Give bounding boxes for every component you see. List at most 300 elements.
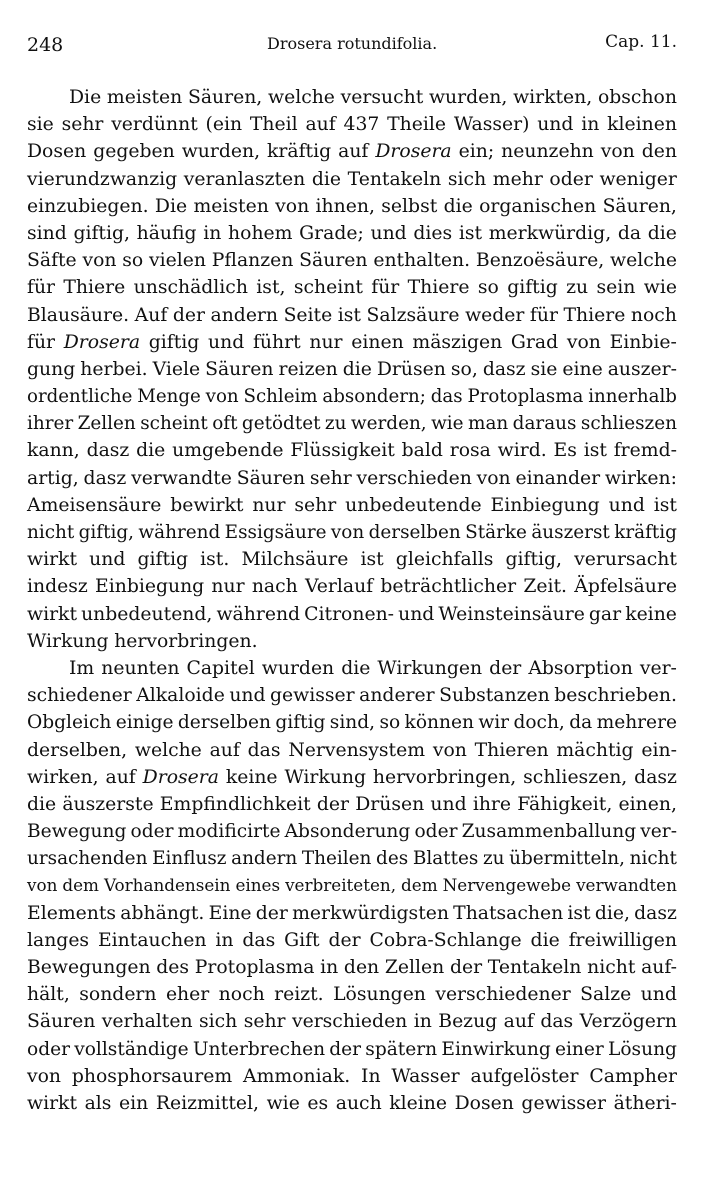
word: und: [370, 222, 407, 244]
word: Blausäure.: [27, 304, 130, 326]
word: Absonderung: [284, 821, 411, 843]
word: Verzögern: [579, 1011, 677, 1033]
word: der: [316, 793, 349, 815]
word: Empfindlichkeit: [159, 793, 311, 815]
word: der: [329, 1038, 362, 1060]
word: so: [477, 277, 499, 299]
word: sie: [530, 358, 558, 380]
word: derselben: [368, 522, 461, 543]
word: giftig: [148, 331, 200, 353]
word: Bewegung: [27, 821, 127, 843]
word: Nervengewebe: [442, 875, 572, 896]
word: einen,: [618, 793, 677, 815]
word: ist: [360, 549, 384, 571]
word: führt: [252, 331, 301, 353]
word: Die: [154, 195, 188, 217]
word: oder: [27, 1038, 70, 1060]
text-line: [27, 356, 677, 383]
word: Wirkungen: [377, 657, 483, 679]
word: wirkt: [27, 1092, 77, 1114]
word: ihre: [472, 793, 512, 815]
word: ist: [653, 494, 677, 516]
word: die: [443, 195, 473, 217]
text-line: [27, 709, 677, 736]
word: Theil: [249, 114, 298, 136]
word: Drosera: [142, 766, 219, 788]
word: der: [489, 657, 522, 679]
word: in: [413, 1011, 432, 1033]
word: Einflusz: [152, 848, 227, 870]
word: veranlaszten: [183, 168, 306, 190]
word: Seite: [283, 304, 333, 326]
word: meisten: [106, 87, 183, 108]
paragraph: [27, 84, 677, 655]
word: Säuren: [299, 250, 368, 272]
word: scheint: [140, 413, 208, 435]
word: die: [341, 657, 371, 679]
word: Lösung: [608, 1038, 677, 1060]
word: ist: [458, 222, 483, 244]
word: Säuren,: [187, 87, 263, 108]
word: gar: [588, 603, 622, 625]
word: und: [430, 793, 467, 815]
word: zu: [566, 277, 589, 299]
word: von: [330, 522, 365, 543]
word: Einbiegung: [95, 576, 205, 598]
word: Wasser: [391, 1065, 460, 1087]
word: Unterbrechen: [192, 1038, 326, 1060]
word: fremd-: [613, 440, 677, 462]
word: dasz: [83, 467, 127, 489]
word: Vorhandensein: [103, 875, 231, 896]
word: Bewegungen: [27, 957, 151, 978]
word: eine: [562, 358, 603, 380]
word: zu: [482, 848, 505, 870]
word: wir: [478, 712, 510, 734]
word: noch: [630, 304, 677, 326]
word: verschieden: [356, 467, 472, 489]
word: und: [229, 685, 266, 707]
word: Fähigkeit,: [517, 793, 613, 815]
word: auf: [209, 739, 240, 761]
word: wirkt: [27, 603, 77, 625]
word: ein;: [458, 141, 495, 163]
word: giftig: [137, 549, 189, 571]
word: verhalten: [101, 1011, 193, 1033]
word: schlieszen: [580, 413, 677, 435]
word: merkwürdigsten: [292, 902, 449, 924]
word: von: [27, 875, 58, 896]
word: sind: [27, 222, 67, 244]
word: eines: [235, 875, 281, 896]
word: enthalten.: [373, 250, 471, 272]
word: vollständige: [74, 1038, 189, 1060]
word: welche: [268, 87, 335, 108]
word: so,: [450, 358, 478, 380]
word: Milchsäure: [241, 549, 349, 571]
word: die: [136, 440, 166, 462]
word: auf: [105, 766, 136, 788]
word: sehr: [61, 114, 104, 136]
word: Säuren,: [602, 195, 677, 217]
word: oder: [414, 821, 458, 843]
word: Die: [69, 87, 102, 108]
word: Zellen: [384, 957, 445, 978]
word: gewisser: [270, 685, 355, 707]
word: Viele: [152, 358, 201, 380]
word: Äpfelsäure: [574, 576, 677, 598]
word: Protoplasma: [194, 957, 315, 978]
body-text: [27, 84, 677, 1117]
word: giftig: [507, 277, 558, 299]
word: und: [640, 984, 677, 1006]
text-line: [27, 764, 677, 791]
word: äuszerst: [531, 522, 610, 543]
word: der: [328, 929, 361, 951]
word: auf: [338, 141, 369, 163]
word: für: [27, 277, 56, 299]
word: herbei.: [80, 358, 148, 380]
word: reizen: [278, 358, 338, 380]
word: während: [138, 522, 221, 543]
word: Säuren: [205, 358, 274, 380]
word: Theilen: [301, 848, 372, 870]
word: derselben,: [27, 739, 128, 761]
word: von: [205, 386, 239, 408]
word: dasz: [634, 902, 677, 924]
word: umgebende: [172, 440, 284, 462]
word: mehrere: [596, 712, 677, 734]
word: Säuren: [236, 467, 306, 489]
word: Drüsen: [355, 793, 425, 815]
word: bald: [401, 440, 443, 462]
word: die: [647, 222, 677, 244]
paragraph: [27, 655, 677, 1117]
word: auf: [305, 114, 336, 136]
word: verschieden: [291, 1011, 408, 1033]
word: ordentliche: [27, 386, 133, 408]
word: dem: [62, 875, 99, 896]
word: obschon: [597, 87, 677, 108]
word: spätern: [365, 1038, 438, 1060]
word: Thatsachen: [453, 902, 564, 924]
word: schiedener: [27, 685, 132, 707]
word: auf-: [641, 957, 677, 978]
word: werden,: [350, 413, 427, 435]
text-line: [27, 927, 677, 954]
word: Benzoësäure,: [475, 250, 605, 272]
word: Weinsteinsäure: [438, 603, 585, 625]
word: die: [27, 793, 57, 815]
word: oder: [549, 168, 593, 190]
word: Wasser): [453, 114, 530, 136]
page-number: 248: [27, 34, 64, 56]
word: absondern;: [322, 386, 426, 408]
word: und: [398, 603, 435, 625]
word: versucht: [340, 87, 424, 108]
running-title: Drosera rotundifolia.: [267, 34, 438, 53]
word: kleinen: [607, 114, 677, 136]
word: oder: [130, 821, 174, 843]
word: Capitel: [186, 657, 255, 679]
word: hervorbringen,: [372, 766, 517, 788]
word: äuszerste: [62, 793, 154, 815]
word: Salze: [580, 984, 632, 1006]
word: übermitteln,: [509, 848, 625, 870]
word: meisten: [193, 195, 269, 217]
word: in: [320, 957, 339, 978]
word: phosphorsaurem: [71, 1065, 233, 1087]
word: sehr: [243, 1011, 286, 1033]
word: das: [247, 739, 281, 761]
word: die,: [594, 902, 630, 924]
word: Grad: [510, 331, 559, 353]
word: wie: [643, 277, 677, 299]
word: welche: [134, 739, 202, 761]
word: wirken:: [604, 467, 677, 489]
word: Ammoniak.: [243, 1065, 351, 1087]
word: Tentakeln: [487, 957, 582, 978]
word: Dosen: [454, 1092, 514, 1114]
word: in: [203, 222, 222, 244]
word: neunzehn: [501, 141, 594, 163]
word: Zeit.: [523, 576, 568, 598]
word: der: [255, 902, 288, 924]
word: einzubiegen.: [27, 195, 149, 217]
word: einer: [554, 1038, 604, 1060]
word: ein: [119, 1092, 149, 1114]
word: während: [216, 603, 301, 625]
word: Einbiegung: [490, 494, 600, 516]
word: und: [537, 114, 574, 136]
word: der: [449, 957, 483, 978]
word: von: [27, 1065, 62, 1087]
word: Salzsäure: [366, 304, 460, 326]
word: Alkaloide: [136, 685, 225, 707]
word: anderer: [359, 685, 435, 707]
word: Obgleich: [27, 712, 112, 734]
text-line: [27, 791, 677, 818]
word: eher: [165, 984, 210, 1006]
word: dies: [413, 222, 453, 244]
word: verwandten: [576, 875, 677, 896]
word: Einwirkung: [441, 1038, 551, 1060]
word: giftig,: [73, 222, 130, 244]
word: kräftig: [267, 141, 332, 163]
word: Substanzen: [439, 685, 550, 707]
word: Thiere: [407, 277, 470, 299]
word: gung: [27, 358, 76, 380]
word: freiwilligen: [568, 929, 677, 951]
word: hohem: [228, 222, 293, 244]
word: beschrieben.: [554, 685, 677, 707]
word: wirken,: [27, 766, 99, 788]
word: Nervensystem: [288, 739, 426, 761]
word: hält,: [27, 984, 70, 1006]
word: und: [608, 494, 645, 516]
word: Elements: [27, 902, 117, 924]
word: da: [617, 222, 642, 244]
word: selbst: [381, 195, 438, 217]
word: schlieszen,: [523, 766, 628, 788]
word: gegeben: [93, 141, 175, 163]
word: Drosera: [63, 331, 141, 353]
word: abhängt.: [120, 902, 205, 924]
text-line: [27, 437, 677, 464]
word: und: [89, 549, 126, 571]
word: In: [361, 1065, 381, 1087]
word: giftig,: [78, 522, 135, 543]
word: verwandte: [131, 467, 232, 489]
word: ist: [583, 440, 607, 462]
word: als: [84, 1092, 112, 1114]
word: aufgelöster: [470, 1065, 579, 1087]
word: rosa: [449, 440, 491, 462]
text-line: [27, 247, 677, 274]
word: das: [540, 1011, 574, 1033]
word: wird.: [497, 440, 547, 462]
word: des: [156, 957, 190, 978]
word: Pflanzen: [211, 250, 294, 272]
word: derselben: [177, 712, 272, 734]
word: nur: [211, 576, 245, 598]
text-line: [27, 193, 677, 220]
text-line: [27, 84, 677, 111]
word: vielen: [149, 250, 206, 272]
word: weniger: [599, 168, 677, 190]
text-line: [27, 845, 677, 872]
word: wirkt: [27, 549, 77, 571]
word: Theile: [387, 114, 447, 136]
word: Zellen: [77, 413, 136, 435]
word: ein-: [641, 739, 677, 761]
text-line: [27, 166, 677, 193]
text-line: [27, 954, 677, 981]
word: auf: [503, 1011, 534, 1033]
word: verschiedener: [435, 984, 571, 1006]
word: sich: [199, 1011, 238, 1033]
word: zu: [324, 413, 347, 435]
word: das: [242, 929, 276, 951]
word: Wirkung: [284, 766, 366, 788]
word: das: [430, 386, 463, 408]
word: keine: [625, 603, 677, 625]
word: Säuren: [27, 1011, 96, 1033]
word: von: [566, 331, 601, 353]
word: die: [311, 168, 342, 190]
word: scheint: [293, 277, 363, 299]
word: wirkten,: [513, 87, 593, 108]
text-line: [27, 111, 677, 138]
word: nur: [252, 494, 286, 516]
text-line: [27, 138, 677, 165]
text-line: [27, 546, 677, 573]
word: oft: [212, 413, 238, 435]
word: Wirkung: [27, 630, 109, 652]
word: Es: [553, 440, 577, 462]
word: Flüssigkeit: [290, 440, 395, 462]
word: langes: [27, 929, 90, 951]
word: kräftig: [614, 522, 677, 543]
word: von: [432, 739, 467, 761]
word: bewirkt: [170, 494, 244, 516]
word: Citronen-: [304, 603, 395, 625]
word: ist: [567, 902, 591, 924]
word: dasz: [86, 440, 130, 462]
word: Eine: [208, 902, 252, 924]
word: Protoplasma: [467, 386, 584, 408]
word: die: [342, 358, 372, 380]
word: weder: [465, 304, 525, 326]
word: so: [122, 250, 144, 272]
word: mächtig: [556, 739, 634, 761]
word: den: [641, 141, 677, 163]
word: wurden: [261, 657, 335, 679]
word: dasz: [482, 358, 526, 380]
word: ihrer: [27, 413, 74, 435]
word: sein: [596, 277, 636, 299]
word: ursachenden: [27, 848, 148, 870]
word: können: [404, 712, 474, 734]
word: verursacht: [574, 549, 677, 571]
word: dasz: [634, 766, 677, 788]
word: ist,: [256, 277, 286, 299]
chapter-label: Cap. 11.: [605, 32, 677, 52]
word: wurden,: [428, 87, 508, 108]
word: von: [476, 467, 511, 489]
word: gleichfalls: [395, 549, 494, 571]
word: andern: [210, 304, 279, 326]
text-line: [27, 492, 677, 519]
word: sie: [27, 114, 54, 136]
word: Tentakeln: [347, 168, 442, 190]
text-line: [27, 628, 677, 655]
word: noch: [218, 984, 265, 1006]
word: innerhalb: [588, 386, 677, 408]
word: in: [581, 114, 600, 136]
word: mehr: [492, 168, 543, 190]
word: unschädlich: [133, 277, 248, 299]
text-line: [27, 818, 677, 845]
word: (ein: [205, 114, 243, 136]
word: giftig: [275, 712, 326, 734]
word: Stärke: [465, 522, 527, 543]
word: von: [82, 250, 117, 272]
word: unbedeutende: [345, 494, 482, 516]
word: Essigsäure: [224, 522, 327, 543]
word: Thieren: [474, 739, 549, 761]
word: kann,: [27, 440, 80, 462]
word: nicht: [629, 848, 677, 870]
word: andern: [231, 848, 298, 870]
word: Absorption: [528, 657, 633, 679]
word: reizt.: [274, 984, 324, 1006]
text-line: [27, 981, 677, 1008]
word: Menge: [137, 386, 201, 408]
word: die: [530, 929, 560, 951]
word: getödtet: [241, 413, 321, 435]
text-line: [27, 302, 677, 329]
word: einander: [515, 467, 601, 489]
word: Ameisensäure: [27, 494, 162, 516]
word: in: [215, 929, 234, 951]
word: neunten: [101, 657, 180, 679]
word: der: [172, 304, 205, 326]
word: und: [208, 331, 245, 353]
word: vierundzwanzig: [27, 168, 178, 190]
word: da: [569, 712, 593, 734]
word: artig,: [27, 467, 79, 489]
